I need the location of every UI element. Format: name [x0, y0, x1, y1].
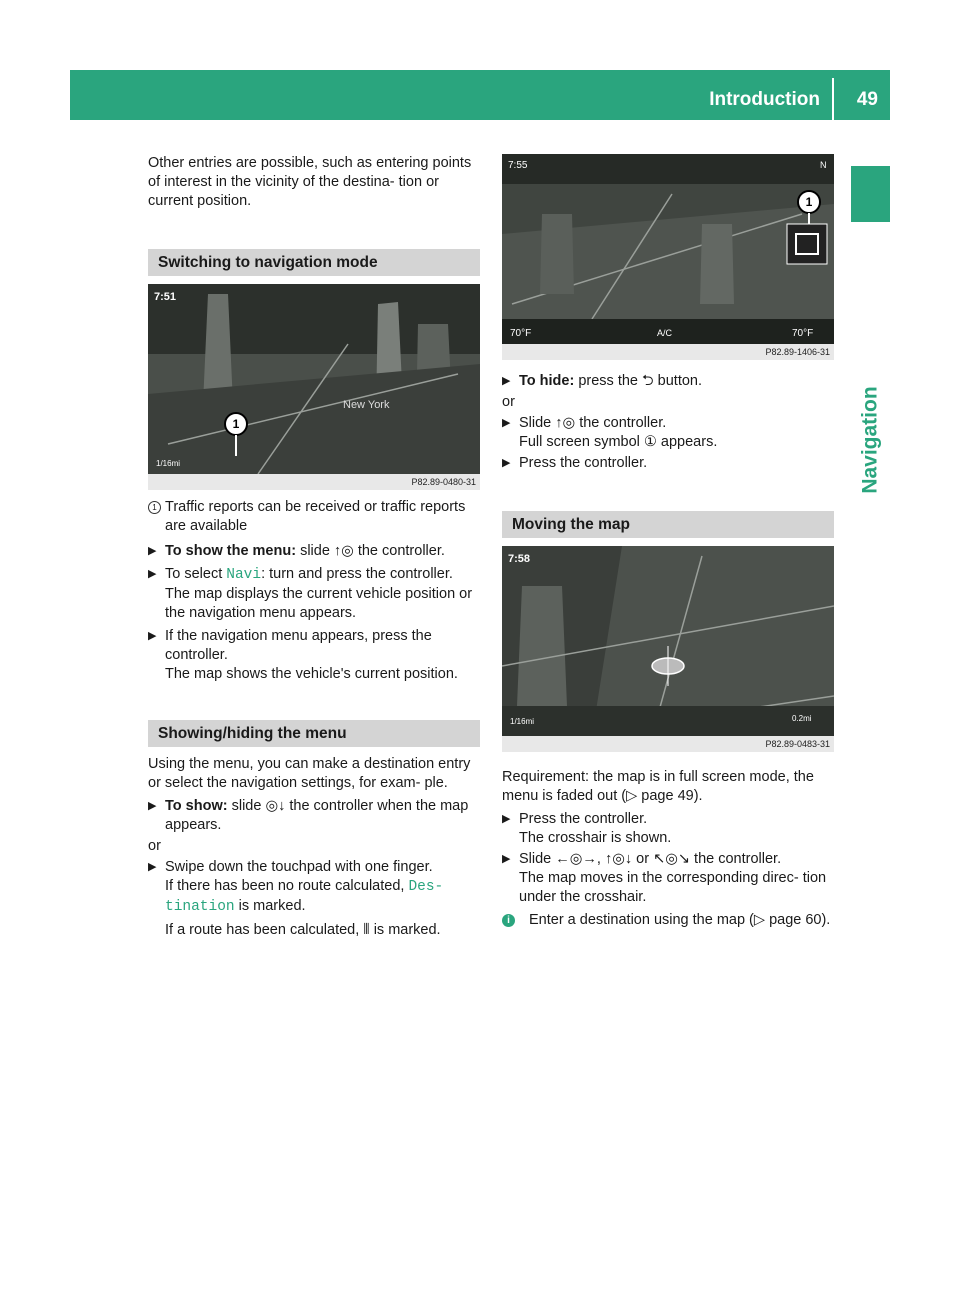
step-label: To hide: — [519, 373, 575, 389]
step-slide — [502, 414, 834, 452]
step-swipe — [148, 858, 480, 917]
step-text: Slide ↑◎ the controller. — [519, 415, 667, 431]
intro-paragraph: Other entries are possible, such as entering points of interest in the vicinity of the destina- tion or current position. — [148, 155, 472, 209]
map-figure-3 — [502, 546, 834, 752]
or-separator-1: or — [148, 838, 161, 854]
callout-1-map2: 1 — [805, 195, 813, 209]
menu-item-destination: Des‑ tination — [165, 879, 444, 915]
menu-item-navi: Navi — [226, 567, 262, 583]
figure-code-1: P82.89-0480-31 — [411, 477, 476, 487]
side-section-label: Navigation — [858, 386, 882, 494]
map1-city: New York — [343, 399, 390, 411]
step-arrow-icon: ▶ — [502, 457, 511, 469]
map2-compass: N — [820, 160, 827, 170]
map3-time: 7:58 — [508, 553, 531, 565]
step-arrow-icon: ▶ — [502, 417, 511, 429]
side-tab — [851, 166, 890, 222]
map3-scale: 1/16mi — [510, 717, 535, 726]
map2-temp-right: 70°F — [792, 328, 814, 339]
figure-code-2: P82.89-1406-31 — [765, 347, 830, 357]
step-text: : turn and press the controller. — [261, 566, 453, 582]
section-heading-switching: Switching to navigation mode — [148, 249, 480, 276]
step-move-slide — [502, 850, 834, 907]
step-arrow-icon: ▶ — [148, 630, 157, 642]
step-arrow-icon: ▶ — [502, 853, 511, 865]
step-arrow-icon: ▶ — [502, 813, 511, 825]
map1-time: 7:51 — [154, 291, 177, 303]
step-result: The map displays the current vehicle position or the navigation menu appears. — [165, 586, 473, 621]
step-result: The map moves in the corresponding direc- tion under the crosshair. — [519, 870, 827, 905]
right-column — [502, 154, 834, 930]
step-press — [502, 454, 834, 473]
section-heading-moving: Moving the map — [502, 511, 834, 538]
map1-scale: 1/16mi — [156, 459, 181, 468]
figure-code-3: P82.89-0483-31 — [765, 739, 830, 749]
step-press-controller — [148, 627, 480, 684]
menu-intro: Using the menu, you can make a destination entry or select the navigation settings, for exam- ple. — [148, 756, 471, 791]
callout-legend-1 — [148, 498, 480, 536]
page-number: 49 — [856, 89, 878, 110]
or-separator-2: or — [502, 394, 515, 410]
header-divider — [832, 78, 834, 120]
map3-distance: 0.2mi — [792, 714, 812, 723]
info-text: Enter a destination using the map (▷ page 60). — [529, 912, 831, 928]
step-text: Swipe down the touchpad with one finger. — [165, 859, 433, 875]
step-result: If there has been no route calculated, — [165, 878, 409, 894]
step-text: If the navigation menu appears, press the controller. — [165, 628, 432, 663]
step-show-menu — [148, 542, 480, 561]
step-text: Slide ←◎→, ↑◎↓ or ↖◎↘ the controller. — [519, 851, 782, 867]
step-text: To select — [165, 566, 227, 582]
step-arrow-icon: ▶ — [148, 545, 157, 557]
chapter-title: Introduction — [709, 89, 820, 110]
step-text: slide ◎↓ the controller when the map appears. — [165, 798, 469, 833]
map-figure-1 — [148, 284, 480, 490]
callout-legend-text: Traffic reports can be received or traffic reports are available — [165, 499, 466, 534]
step-text: slide ↑◎ the controller. — [300, 543, 445, 559]
info-note — [502, 911, 834, 930]
map2-ac: A/C — [657, 328, 673, 338]
step-arrow-icon: ▶ — [502, 375, 511, 387]
step-arrow-icon: ▶ — [148, 568, 157, 580]
header-bar — [70, 70, 890, 120]
step-to-hide — [502, 372, 834, 391]
step-move-press — [502, 810, 834, 848]
route-note: If a route has been calculated, ⦀ is marked. — [165, 922, 441, 938]
step-result: The crosshair is shown. — [519, 830, 672, 846]
left-column — [148, 154, 480, 940]
section-heading-menu: Showing/hiding the menu — [148, 720, 480, 747]
info-icon: i — [502, 914, 515, 927]
map2-time: 7:55 — [508, 160, 528, 171]
step-label: To show: — [165, 798, 228, 814]
step-text: press the ⮌ button. — [578, 373, 703, 389]
step-result: Full screen symbol ① appears. — [519, 434, 718, 450]
step-to-show — [148, 797, 480, 835]
step-label: To show the menu: — [165, 543, 297, 559]
step-result: is marked. — [234, 898, 306, 914]
step-arrow-icon: ▶ — [148, 800, 157, 812]
step-text: Press the controller. — [519, 455, 648, 471]
map-figure-2 — [502, 154, 834, 360]
map2-temp-left: 70°F — [510, 328, 532, 339]
step-text: Press the controller. — [519, 811, 648, 827]
callout-1-map1: 1 — [232, 417, 240, 431]
requirement-text: Requirement: the map is in full screen mode, the menu is faded out (▷ page 49). — [502, 769, 814, 804]
step-arrow-icon: ▶ — [148, 861, 157, 873]
step-select-navi — [148, 565, 480, 623]
step-result: The map shows the vehicle's current position. — [165, 666, 458, 682]
callout-number-1: 1 — [148, 501, 161, 514]
